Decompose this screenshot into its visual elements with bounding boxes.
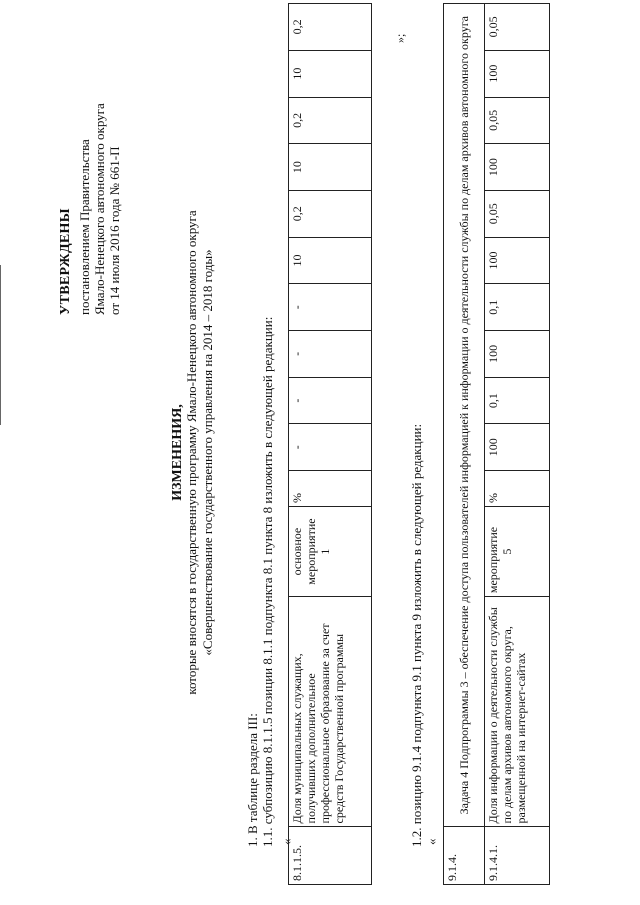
section-item: 1.2. позицию 9.1.4 подпункта 9.1 пункта 9 изложить в следующей редакции: [409,423,424,847]
opening-quote: « [424,838,439,845]
task-row [444,4,485,885]
value-cell: 100 [485,144,550,191]
opening-quote: « [279,838,294,845]
subtitle-line: которые вносятся в государственную программу Ямало-Ненецкого автономного округа [184,210,199,695]
activity-type-line: основное [290,527,304,576]
value-cell: 10 [289,144,372,191]
top-rule [0,265,1,425]
unit-cell: % [289,471,372,507]
value-cell: 0,2 [289,190,372,237]
value-cell: - [289,331,372,378]
value-cell: 0,05 [485,97,550,144]
value-cell: - [289,284,372,331]
approval-title: УТВЕРЖДЕНЫ [58,208,73,315]
value-cell: 10 [289,237,372,284]
document-subtitle [184,0,216,905]
table-row [289,4,372,885]
activity-type-line: мероприятие [486,526,500,594]
activity-type-line: 1 [318,548,332,555]
section-item: 1.1. субпозицию 8.1.1.5 позиции 8.1.1 подпункта 8.1 пункта 8 изложить в следующей редакции: [260,316,275,847]
value-cell: 10 [289,50,372,97]
value-cell: 0,05 [485,4,550,51]
value-cell: - [289,424,372,471]
unit-cell: % [485,471,550,507]
position-number: 8.1.1.5. [289,827,372,885]
section-heading: 1. В таблице раздела III: [245,713,260,847]
approval-line: Ямало-Ненецкого автономного округа [92,103,107,315]
value-cell: 100 [485,50,550,97]
activity-type [485,506,550,596]
position-number: 9.1.4.1. [485,827,550,885]
closing-quote: »; [393,33,407,43]
value-cell: 100 [485,237,550,284]
value-cell: 0,1 [485,377,550,424]
document-title: ИЗМЕНЕНИЯ, [170,404,185,501]
value-cell: 100 [485,424,550,471]
task-number: 9.1.4. [444,827,485,885]
activity-type-line: 5 [500,548,514,555]
value-cell: 0,1 [485,284,550,331]
subtitle-line: «Совершенствование государственного управления на 2014 – 2018 годы» [200,249,215,656]
task-text: Задача 4 Подпрограммы 3 – обеспечение доступа пользователей информацией к информации о деятельности службы по делам архивов автономного округа [444,4,485,827]
value-cell: 0,2 [289,4,372,51]
indicator-name: Доля информации о деятельности службы по делам архивов автономного округа, размещенной на интернет-сайтах [485,597,550,827]
value-cell: 0,05 [485,190,550,237]
activity-type-line: мероприятие [304,518,318,585]
indicator-table-1 [288,3,372,885]
approval-date: от 14 июля 2016 года № 661-П [107,146,122,315]
indicator-table-2 [443,3,550,885]
table-row [485,4,550,885]
indicator-name: Доля муниципальных служащих, получивших дополнительное профессиональное образование за счет средств Государственной программы [289,597,372,827]
value-cell: 0,2 [289,97,372,144]
approval-block [58,25,122,315]
value-cell: 100 [485,331,550,378]
value-cell: - [289,377,372,424]
activity-type [289,506,372,596]
approval-line: постановлением Правительства [77,139,92,315]
